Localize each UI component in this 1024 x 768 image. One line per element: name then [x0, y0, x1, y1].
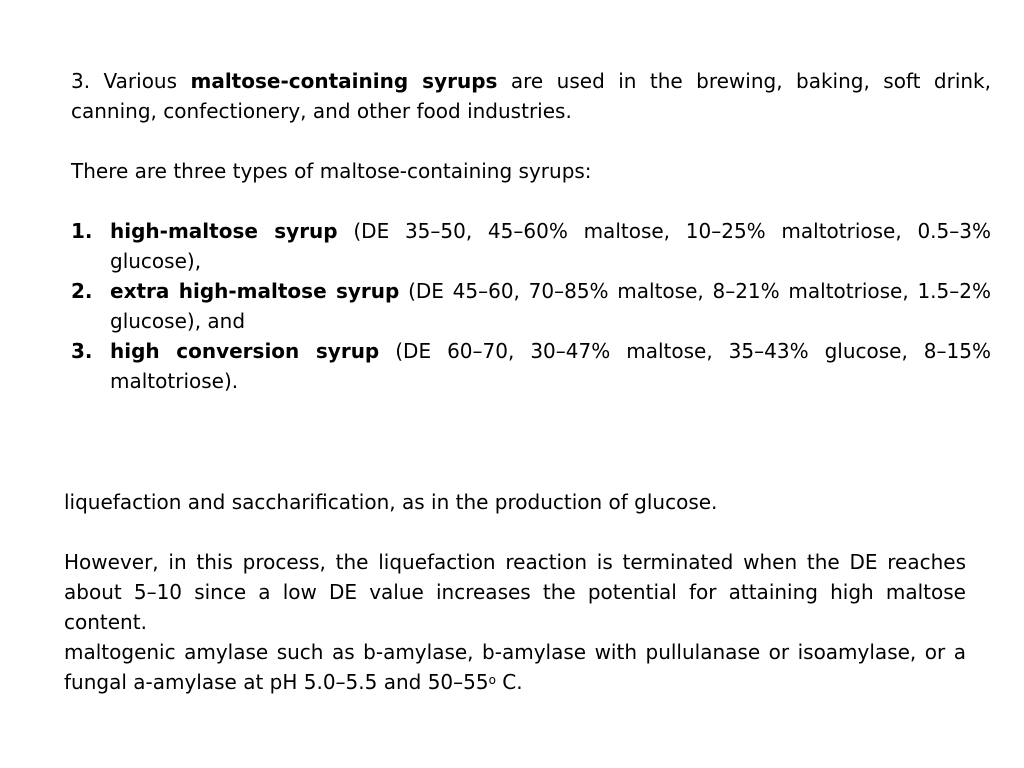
- syrup-type-details: (DE 60–70, 30–47% maltose, 35–43% glucose, 8–15% maltotriose).: [110, 339, 991, 393]
- syrup-type-number: 3.: [71, 339, 93, 363]
- intro-bold-term: maltose-containing syrups: [190, 69, 498, 93]
- syrup-type-number: 1.: [71, 219, 93, 243]
- temperature-unit: C.: [495, 670, 523, 694]
- syrup-type-item: [71, 276, 991, 336]
- types-lead: There are three types of maltose-containing syrups:: [71, 159, 592, 183]
- syrup-type-item: [71, 216, 991, 276]
- syrup-types-list: [71, 216, 991, 396]
- syrup-type-details: (DE 35–50, 45–60% maltose, 10–25% maltotriose, 0.5–3% glucose),: [110, 219, 991, 273]
- process-paragraph-2: However, in this process, the liquefaction reaction is terminated when the DE reaches about 5–10 since a low DE value increases the potential for attaining high maltose content.: [64, 550, 966, 634]
- process-paragraph-3-text: maltogenic amylase such as b-amylase, b-amylase with pullulanase or isoamylase, or a fungal a-amylase at pH 5.0–5.5 and 50–55: [64, 640, 966, 694]
- intro-number: 3.: [71, 69, 91, 93]
- intro-text-before: Various: [90, 69, 191, 93]
- maltose-syrups-section: [71, 66, 991, 396]
- intro-text-after: are used in the brewing, baking, soft drink, canning, confectionery, and other food industries.: [71, 69, 991, 123]
- intro-paragraph: [71, 66, 991, 126]
- syrup-type-name: extra high-maltose syrup: [110, 279, 400, 303]
- process-line-1: liquefaction and saccharification, as in the production of glucose.: [64, 490, 718, 514]
- syrup-type-number: 2.: [71, 279, 93, 303]
- syrup-type-name: high-maltose syrup: [110, 219, 338, 243]
- syrup-type-item: [71, 336, 991, 396]
- syrup-type-name: high conversion syrup: [110, 339, 380, 363]
- syrup-type-details: (DE 45–60, 70–85% maltose, 8–21% maltotriose, 1.5–2% glucose), and: [110, 279, 991, 333]
- degree-mark: o: [488, 673, 496, 687]
- process-paragraph-3: [64, 637, 966, 697]
- process-section: [64, 487, 966, 697]
